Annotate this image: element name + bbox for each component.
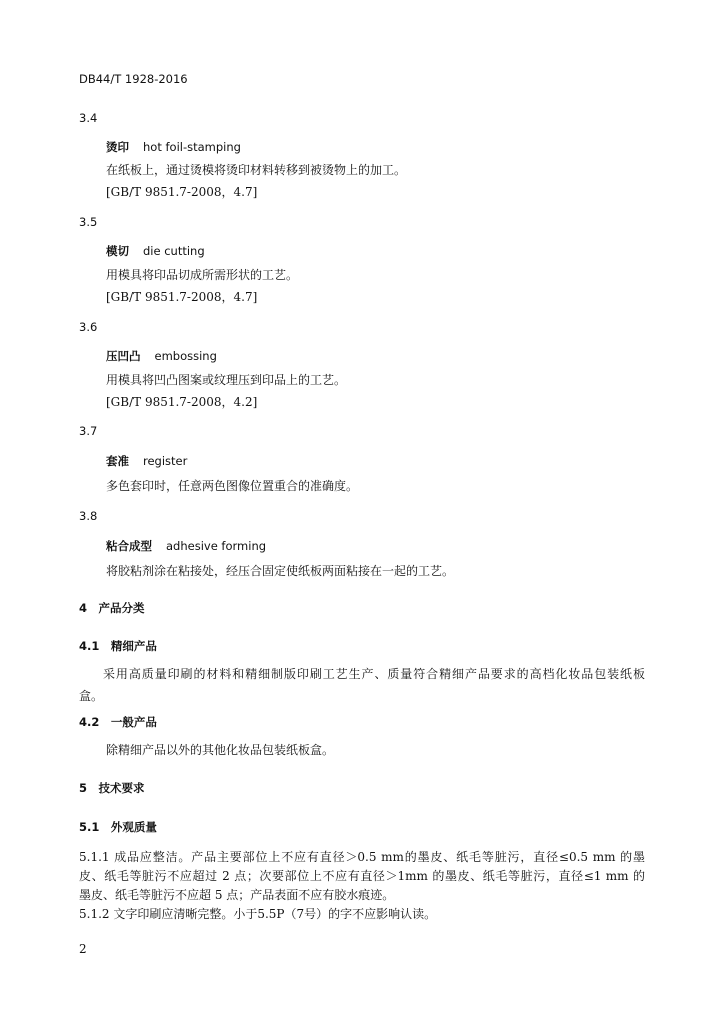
term-source: [GB/T 9851.7-2008，4.7] [106, 185, 258, 199]
paragraph-line: 5.1.1 成品应整洁。产品主要部位上不应有直径＞0.5 mm的墨皮、纸毛等脏污，直径≤0.5 mm 的墨 [79, 850, 645, 864]
term-definition: 在纸板上，通过烫模将烫印材料转移到被烫物上的加工。 [106, 163, 407, 177]
term-english: hot foil-stamping [143, 140, 241, 154]
subsection-heading: 4.1 精细产品 [79, 639, 157, 653]
paragraph: 5.1.2 文字印刷应清晰完整。小于5.5P（7号）的字不应影响认读。 [79, 907, 437, 921]
term-definition: 用模具将印品切成所需形状的工艺。 [106, 268, 299, 282]
paragraph-line: 皮、纸毛等脏污不应超过 2 点；次要部位上不应有直径＞1mm 的墨皮、纸毛等脏污，直径≤1 mm 的 [79, 869, 645, 883]
term-chinese: 模切 [106, 244, 129, 258]
term-number: 3.8 [79, 509, 98, 523]
term-english: adhesive forming [166, 539, 267, 553]
document-code: DB44/T 1928-2016 [79, 72, 188, 86]
paragraph-line: 墨皮、纸毛等脏污不应超 5 点；产品表面不应有胶水痕迹。 [79, 888, 395, 902]
term-title [106, 453, 187, 469]
term-source: [GB/T 9851.7-2008，4.2] [106, 395, 258, 409]
subsection-heading: 4.2 一般产品 [79, 715, 157, 729]
term-number: 3.4 [79, 111, 98, 125]
term-number: 3.6 [79, 320, 98, 334]
term-title [106, 139, 241, 155]
term-definition: 多色套印时，任意两色图像位置重合的准确度。 [106, 479, 359, 493]
term-chinese: 烫印 [106, 140, 129, 154]
paragraph-line: 盒。 [79, 689, 104, 703]
term-definition: 用模具将凹凸图案或纹理压到印品上的工艺。 [106, 373, 347, 387]
term-english: register [143, 454, 188, 468]
term-chinese: 套准 [106, 454, 129, 468]
term-title [106, 348, 217, 364]
term-title [106, 243, 205, 259]
term-definition: 将胶粘剂涂在粘接处，经压合固定使纸板两面粘接在一起的工艺。 [106, 564, 455, 578]
term-source: [GB/T 9851.7-2008，4.7] [106, 290, 258, 304]
term-english: die cutting [143, 244, 205, 258]
term-english: embossing [154, 349, 217, 363]
page-number: 2 [79, 942, 87, 956]
section-heading: 4 产品分类 [79, 601, 145, 615]
term-chinese: 压凹凸 [106, 349, 141, 363]
subsection-heading: 5.1 外观质量 [79, 820, 157, 834]
term-number: 3.5 [79, 215, 98, 229]
paragraph-line: 采用高质量印刷的材料和精细制版印刷工艺生产、质量符合精细产品要求的高档化妆品包装纸板 [103, 667, 645, 681]
term-title [106, 538, 266, 554]
term-chinese: 粘合成型 [106, 539, 152, 553]
term-number: 3.7 [79, 424, 98, 438]
section-heading: 5 技术要求 [79, 781, 145, 795]
paragraph: 除精细产品以外的其他化妆品包装纸板盒。 [106, 743, 335, 757]
